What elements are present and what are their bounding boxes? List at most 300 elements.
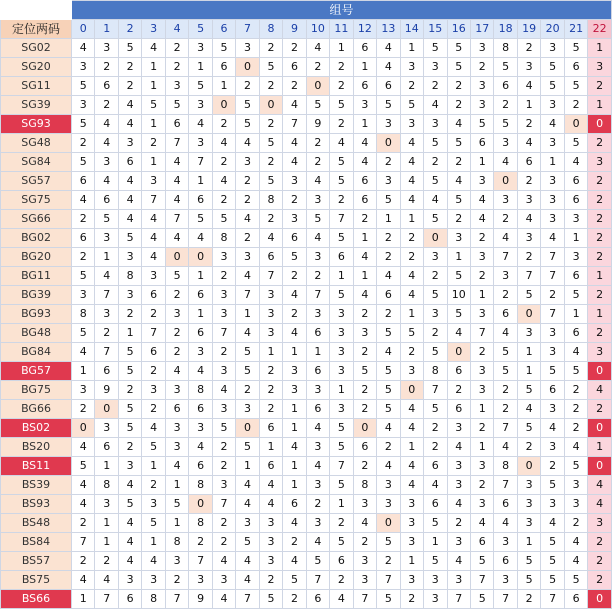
value-cell: 3 (470, 96, 493, 115)
value-cell: 3 (564, 210, 587, 229)
value-cell: 6 (95, 362, 118, 381)
value-cell: 5 (236, 438, 259, 457)
value-cell: 8 (212, 229, 235, 248)
table-row (1, 552, 612, 571)
value-cell: 7 (470, 324, 493, 343)
value-cell: 5 (165, 96, 188, 115)
row-label: SG93 (1, 115, 72, 134)
value-cell: 5 (377, 362, 400, 381)
value-cell: 1 (259, 343, 282, 362)
column-header-7: 7 (236, 20, 259, 39)
table-row (1, 533, 612, 552)
value-cell: 7 (165, 134, 188, 153)
value-cell: 3 (447, 457, 470, 476)
value-cell: 4 (165, 191, 188, 210)
value-cell: 1 (283, 457, 306, 476)
row-label: SG75 (1, 191, 72, 210)
value-cell: 1 (189, 267, 212, 286)
column-header-9: 9 (283, 20, 306, 39)
value-cell: 2 (142, 400, 165, 419)
column-header-22: 22 (588, 20, 612, 39)
value-cell: 6 (564, 590, 587, 609)
total-cell: 2 (588, 210, 612, 229)
total-cell: 4 (588, 495, 612, 514)
value-cell: 6 (494, 495, 517, 514)
value-cell: 5 (541, 77, 564, 96)
value-cell: 4 (400, 191, 423, 210)
value-cell: 4 (400, 134, 423, 153)
value-cell: 5 (517, 571, 540, 590)
table-row (1, 457, 612, 476)
total-cell: 4 (588, 381, 612, 400)
value-cell: 3 (165, 419, 188, 438)
value-cell: 5 (447, 191, 470, 210)
value-cell: 1 (517, 96, 540, 115)
value-cell: 5 (494, 58, 517, 77)
value-cell: 5 (72, 153, 95, 172)
value-cell: 4 (236, 552, 259, 571)
value-cell: 7 (541, 590, 564, 609)
value-cell: 5 (517, 381, 540, 400)
value-cell: 7 (541, 248, 564, 267)
value-cell: 5 (447, 39, 470, 58)
value-cell: 3 (306, 248, 329, 267)
value-cell: 3 (517, 324, 540, 343)
value-cell: 5 (400, 324, 423, 343)
value-cell: 4 (494, 324, 517, 343)
value-cell: 5 (118, 362, 141, 381)
total-cell: 1 (588, 96, 612, 115)
value-cell: 4 (541, 514, 564, 533)
value-cell: 3 (142, 267, 165, 286)
value-cell: 3 (95, 153, 118, 172)
value-cell: 5 (541, 533, 564, 552)
value-cell: 4 (447, 172, 470, 191)
value-cell: 2 (165, 39, 188, 58)
total-cell: 2 (588, 286, 612, 305)
row-label: SG66 (1, 210, 72, 229)
value-cell: 5 (259, 58, 282, 77)
value-cell: 5 (377, 191, 400, 210)
value-cell: 4 (306, 419, 329, 438)
value-cell: 7 (494, 248, 517, 267)
value-cell: 5 (118, 229, 141, 248)
value-cell: 4 (165, 172, 188, 191)
value-cell: 4 (564, 552, 587, 571)
row-label: SG84 (1, 153, 72, 172)
value-cell: 4 (72, 571, 95, 590)
value-cell: 1 (424, 533, 447, 552)
value-cell: 2 (95, 324, 118, 343)
row-label: BG39 (1, 286, 72, 305)
value-cell: 4 (377, 343, 400, 362)
table-row (1, 248, 612, 267)
value-cell: 1 (189, 172, 212, 191)
row-label: SG11 (1, 77, 72, 96)
value-cell: 3 (424, 305, 447, 324)
table-row (1, 514, 612, 533)
value-cell: 5 (142, 438, 165, 457)
value-cell: 3 (236, 514, 259, 533)
value-cell: 4 (72, 191, 95, 210)
column-header-11: 11 (330, 20, 353, 39)
value-cell: 4 (236, 210, 259, 229)
value-cell: 3 (306, 438, 329, 457)
value-cell: 1 (212, 77, 235, 96)
value-cell: 3 (541, 400, 564, 419)
value-cell: 3 (494, 134, 517, 153)
value-cell: 2 (236, 381, 259, 400)
value-cell: 7 (142, 324, 165, 343)
value-cell: 1 (400, 552, 423, 571)
value-cell: 3 (189, 39, 212, 58)
value-cell: 5 (541, 58, 564, 77)
column-header-4: 4 (165, 20, 188, 39)
value-cell: 4 (447, 438, 470, 457)
value-cell: 1 (353, 58, 376, 77)
value-cell: 5 (541, 552, 564, 571)
value-cell: 2 (283, 267, 306, 286)
value-cell: 1 (236, 457, 259, 476)
value-cell: 2 (306, 495, 329, 514)
total-cell: 2 (588, 248, 612, 267)
value-cell: 5 (377, 324, 400, 343)
value-cell: 1 (142, 115, 165, 134)
value-cell: 3 (447, 419, 470, 438)
value-cell: 3 (189, 96, 212, 115)
column-header-0: 0 (72, 20, 95, 39)
value-cell: 4 (564, 533, 587, 552)
value-cell: 2 (470, 267, 493, 286)
value-cell: 6 (564, 267, 587, 286)
value-cell: 3 (189, 343, 212, 362)
value-cell: 5 (165, 495, 188, 514)
value-cell: 3 (564, 476, 587, 495)
value-cell: 3 (424, 58, 447, 77)
column-header-19: 19 (517, 20, 540, 39)
total-cell: 1 (588, 438, 612, 457)
value-cell: 5 (283, 248, 306, 267)
value-cell: 6 (283, 229, 306, 248)
value-cell: 5 (72, 77, 95, 96)
value-cell: 5 (447, 267, 470, 286)
row-label: SG57 (1, 172, 72, 191)
value-cell: 3 (517, 229, 540, 248)
column-header-18: 18 (494, 20, 517, 39)
value-cell: 3 (353, 96, 376, 115)
value-cell: 2 (447, 210, 470, 229)
value-cell: 2 (236, 229, 259, 248)
value-cell: 2 (424, 77, 447, 96)
value-cell: 5 (377, 400, 400, 419)
value-cell: 6 (142, 286, 165, 305)
total-cell: 0 (588, 362, 612, 381)
value-cell: 6 (494, 77, 517, 96)
value-cell: 2 (212, 153, 235, 172)
value-cell: 5 (424, 210, 447, 229)
value-cell: 6 (118, 153, 141, 172)
value-cell: 7 (212, 495, 235, 514)
value-cell: 4 (189, 115, 212, 134)
value-cell: 2 (212, 191, 235, 210)
value-cell: 2 (212, 267, 235, 286)
value-cell: 2 (424, 438, 447, 457)
value-cell: 5 (377, 96, 400, 115)
value-cell: 3 (259, 324, 282, 343)
value-cell: 2 (353, 400, 376, 419)
value-cell: 3 (118, 571, 141, 590)
value-cell: 3 (236, 400, 259, 419)
value-cell: 5 (306, 552, 329, 571)
value-cell: 5 (424, 514, 447, 533)
value-cell: 5 (142, 514, 165, 533)
value-cell: 2 (283, 533, 306, 552)
row-label: BG66 (1, 400, 72, 419)
value-cell: 2 (400, 248, 423, 267)
table-row (1, 476, 612, 495)
value-cell: 3 (541, 172, 564, 191)
value-cell: 7 (306, 286, 329, 305)
value-cell: 3 (377, 476, 400, 495)
value-cell: 5 (517, 552, 540, 571)
value-cell: 5 (118, 419, 141, 438)
row-label: BG48 (1, 324, 72, 343)
value-cell: 0 (377, 134, 400, 153)
value-cell: 2 (165, 571, 188, 590)
value-cell: 0 (517, 305, 540, 324)
value-cell: 4 (353, 514, 376, 533)
value-cell: 2 (330, 571, 353, 590)
value-cell: 5 (212, 210, 235, 229)
value-cell: 1 (283, 400, 306, 419)
value-cell: 4 (330, 134, 353, 153)
value-cell: 3 (330, 324, 353, 343)
value-cell: 5 (424, 39, 447, 58)
value-cell: 3 (95, 305, 118, 324)
value-cell: 3 (470, 305, 493, 324)
value-cell: 4 (494, 153, 517, 172)
value-cell: 7 (259, 267, 282, 286)
value-cell: 5 (564, 286, 587, 305)
value-cell: 6 (259, 419, 282, 438)
value-cell: 0 (95, 400, 118, 419)
value-cell: 0 (564, 115, 587, 134)
value-cell: 5 (494, 362, 517, 381)
table-row (1, 115, 612, 134)
value-cell: 6 (424, 457, 447, 476)
value-cell: 0 (400, 381, 423, 400)
value-cell: 1 (95, 457, 118, 476)
value-cell: 3 (118, 248, 141, 267)
value-cell: 4 (236, 476, 259, 495)
value-cell: 5 (165, 267, 188, 286)
value-cell: 4 (494, 229, 517, 248)
value-cell: 7 (541, 267, 564, 286)
row-label: SG39 (1, 96, 72, 115)
value-cell: 1 (447, 248, 470, 267)
total-cell: 2 (588, 172, 612, 191)
value-cell: 4 (470, 191, 493, 210)
value-cell: 7 (306, 571, 329, 590)
value-cell: 4 (212, 590, 235, 609)
column-header-1: 1 (95, 20, 118, 39)
value-cell: 1 (283, 343, 306, 362)
value-cell: 3 (400, 362, 423, 381)
value-cell: 5 (330, 286, 353, 305)
value-cell: 3 (541, 134, 564, 153)
value-cell: 3 (470, 381, 493, 400)
value-cell: 2 (424, 419, 447, 438)
value-cell: 2 (236, 191, 259, 210)
value-cell: 4 (118, 96, 141, 115)
value-cell: 4 (541, 419, 564, 438)
value-cell: 5 (353, 362, 376, 381)
value-cell: 4 (470, 514, 493, 533)
value-cell: 6 (330, 248, 353, 267)
value-cell: 4 (236, 324, 259, 343)
value-cell: 1 (95, 514, 118, 533)
value-cell: 0 (212, 96, 235, 115)
value-cell: 2 (212, 115, 235, 134)
value-cell: 1 (470, 438, 493, 457)
value-cell: 5 (330, 229, 353, 248)
value-cell: 3 (212, 286, 235, 305)
table-row (1, 172, 612, 191)
value-cell: 3 (306, 191, 329, 210)
corner-cell (1, 1, 72, 20)
value-cell: 1 (259, 438, 282, 457)
value-cell: 8 (72, 305, 95, 324)
row-label: BS48 (1, 514, 72, 533)
value-cell: 4 (400, 172, 423, 191)
value-cell: 3 (424, 571, 447, 590)
value-cell: 4 (377, 457, 400, 476)
value-cell: 3 (212, 305, 235, 324)
value-cell: 3 (212, 571, 235, 590)
value-cell: 7 (494, 590, 517, 609)
value-cell: 3 (283, 362, 306, 381)
value-cell: 3 (142, 172, 165, 191)
value-cell: 3 (118, 286, 141, 305)
column-header-20: 20 (541, 20, 564, 39)
value-cell: 2 (517, 590, 540, 609)
value-cell: 4 (306, 172, 329, 191)
value-cell: 6 (494, 305, 517, 324)
total-cell: 1 (588, 267, 612, 286)
value-cell: 3 (165, 381, 188, 400)
table-row (1, 381, 612, 400)
value-cell: 5 (494, 115, 517, 134)
value-cell: 7 (95, 286, 118, 305)
value-cell: 7 (447, 590, 470, 609)
value-cell: 1 (72, 362, 95, 381)
value-cell: 6 (72, 172, 95, 191)
value-cell: 2 (95, 96, 118, 115)
value-cell: 7 (236, 286, 259, 305)
value-cell: 7 (142, 191, 165, 210)
value-cell: 3 (494, 191, 517, 210)
value-cell: 8 (189, 514, 212, 533)
value-cell: 5 (424, 552, 447, 571)
table-row (1, 39, 612, 58)
value-cell: 3 (236, 39, 259, 58)
total-cell: 2 (588, 134, 612, 153)
value-cell: 0 (189, 495, 212, 514)
value-cell: 2 (95, 58, 118, 77)
value-cell: 1 (400, 210, 423, 229)
value-cell: 1 (517, 533, 540, 552)
value-cell: 4 (142, 419, 165, 438)
row-label: SG02 (1, 39, 72, 58)
value-cell: 4 (95, 115, 118, 134)
value-cell: 6 (541, 381, 564, 400)
value-cell: 2 (330, 514, 353, 533)
value-cell: 5 (377, 590, 400, 609)
value-cell: 6 (283, 58, 306, 77)
value-cell: 1 (330, 267, 353, 286)
value-cell: 3 (95, 419, 118, 438)
value-cell: 2 (259, 381, 282, 400)
value-cell: 2 (353, 533, 376, 552)
value-cell: 4 (118, 552, 141, 571)
value-cell: 4 (353, 248, 376, 267)
value-cell: 6 (189, 400, 212, 419)
total-cell: 1 (588, 39, 612, 58)
value-cell: 4 (283, 514, 306, 533)
value-cell: 5 (236, 96, 259, 115)
value-cell: 6 (259, 248, 282, 267)
value-cell: 4 (564, 153, 587, 172)
value-cell: 4 (377, 58, 400, 77)
column-header-15: 15 (424, 20, 447, 39)
value-cell: 4 (517, 210, 540, 229)
value-cell: 1 (142, 457, 165, 476)
value-cell: 2 (212, 457, 235, 476)
value-cell: 4 (306, 229, 329, 248)
value-cell: 2 (564, 419, 587, 438)
column-header-8: 8 (259, 20, 282, 39)
value-cell: 5 (236, 533, 259, 552)
value-cell: 5 (377, 533, 400, 552)
value-cell: 7 (236, 590, 259, 609)
value-cell: 3 (447, 533, 470, 552)
value-cell: 2 (353, 343, 376, 362)
value-cell: 4 (142, 552, 165, 571)
value-cell: 3 (400, 514, 423, 533)
value-cell: 6 (306, 324, 329, 343)
value-cell: 2 (494, 381, 517, 400)
value-cell: 3 (470, 457, 493, 476)
value-cell: 2 (470, 58, 493, 77)
row-label: BS02 (1, 419, 72, 438)
value-cell: 4 (447, 324, 470, 343)
value-cell: 2 (72, 552, 95, 571)
value-cell: 8 (494, 457, 517, 476)
value-cell: 3 (142, 495, 165, 514)
value-cell: 2 (142, 134, 165, 153)
value-cell: 2 (330, 115, 353, 134)
value-cell: 6 (494, 552, 517, 571)
value-cell: 7 (95, 343, 118, 362)
value-cell: 5 (72, 457, 95, 476)
value-cell: 2 (447, 381, 470, 400)
value-cell: 5 (306, 96, 329, 115)
value-cell: 1 (95, 248, 118, 267)
value-cell: 3 (212, 400, 235, 419)
value-cell: 5 (470, 590, 493, 609)
value-cell: 4 (165, 457, 188, 476)
value-cell: 1 (142, 533, 165, 552)
